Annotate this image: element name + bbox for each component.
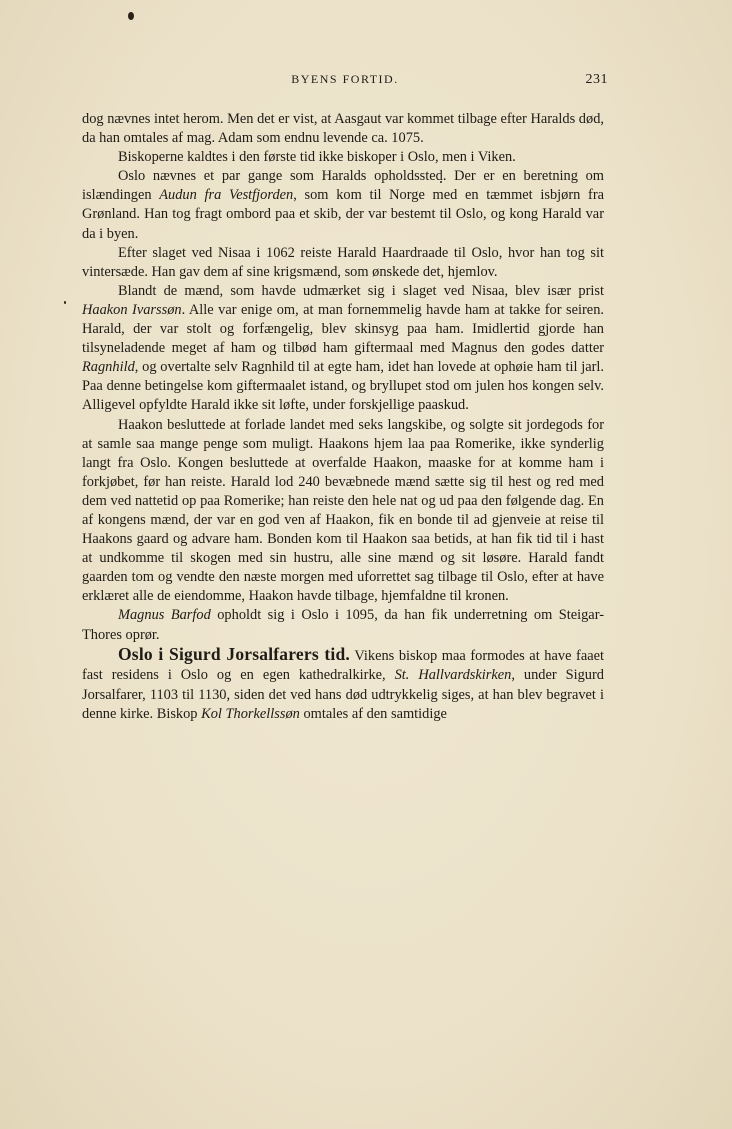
section-heading: Oslo i Sigurd Jorsalfarers tid. xyxy=(118,643,351,664)
paragraph-text: Haakon besluttede at forlade landet med seks langskibe, og solgte sit jordegods for at samle saa mange penge som muligt. Haakons hjem laa paa Romerike, ikke synderlig langt fra Oslo. Kongen besluttede at overfalde Haakon, maaske for at komme ham i forkjøbet, før han reiste. Harald lod 240 bevæbnede mænd sætte sig til hest og red med dem ved nattetid op paa Romerike; han reiste den hele nat og ud paa den følgende dag. En af kongens mænd, der var en god ven af Haakon, fik en bonde til ad gjenveie at reise til Haakons gaard og advare ham. Bonden kom til Haakon saa betids, at han fik tid til i hast at undkomme til skogen med sin hustru, alle sine mænd og sit løsøre. Harald fandt gaarden tom og vendte den næste morgen med uforrettet sag tilbage til Oslo, efter at have erklæret alle de eiendomme, Haakon havde tilbage, hjemfaldne til kronen. xyxy=(82,416,604,605)
paragraph-5 xyxy=(82,282,604,416)
paragraph-text: , og overtalte selv Ragnhild til at egte ham, idet han lovede at ophøie ham til jarl. Paa denne betingelse kom giftermaalet istand, og bryllupet stod om julen hos kongen selv. Alligevel opfyldte Harald ikke sit løfte, under forskjellige paaskud. xyxy=(82,359,604,414)
paragraph-text: Blandt de mænd, som havde udmærket sig i slaget ved Nisaa, blev især prist xyxy=(118,282,604,299)
italic-name: Haakon Ivarssøn xyxy=(82,301,182,318)
ink-speck xyxy=(64,301,66,304)
section-paragraph xyxy=(82,645,604,725)
paragraph-6 xyxy=(82,416,604,607)
paragraph-7 xyxy=(82,606,604,644)
italic-name: Ragnhild xyxy=(82,359,135,376)
paragraph-text: opholdt sig i Oslo i 1095, da han fik underretning om Steigar-Thores oprør. xyxy=(82,607,604,643)
paragraph-text: , under Sigurd Jorsalfarer, 1103 til 1130, siden det ved hans død udtrykkelig siges, at han blev begravet i denne kirke. Biskop xyxy=(82,667,604,723)
italic-name: Magnus Barfod xyxy=(118,607,211,624)
italic-name: Kol Thorkellssøn xyxy=(201,706,300,723)
paragraph-text: Vikens biskop maa formodes at have faaet fast residens i Oslo og en egen kathedralkirke, xyxy=(82,647,604,684)
paragraph-2 xyxy=(82,148,604,167)
running-header xyxy=(82,72,608,92)
paragraph-text: . Alle var enige om, at man fornemmelig havde ham at takke for seiren. Harald, der var stolt og forfængelig, blev skinsyg paa ham. Imidlertid gjorde han tilsyneladende meget af ham og tilbød ham giftermaal med Magnus den godes datter xyxy=(82,301,604,357)
paragraph-text: Efter slaget ved Nisaa i 1062 reiste Harald Haardraade til Oslo, hvor han tog sit vintersæde. Han gav dem af sine krigsmænd, som ønskede det, hjemlov. xyxy=(82,244,604,280)
italic-name: St. Hallvardskirken xyxy=(394,667,512,684)
italic-name: Audun fra Vestfjorden xyxy=(159,187,294,204)
paragraph-1 xyxy=(82,110,604,148)
paragraph-text: Oslo nævnes et par gange som Haralds opholdssted. Der er en beretning om islændingen xyxy=(82,168,604,204)
paragraph-text: , som kom til Norge med en tæmmet isbjørn fra Grønland. Han tog fragt ombord paa et skib, der var bestemt til Oslo, og kong Harald var da i byen. xyxy=(82,187,604,242)
page-number: 231 xyxy=(585,72,608,87)
running-title: BYENS FORTID. xyxy=(291,72,399,86)
paragraph-text: omtales af den samtidige xyxy=(299,706,447,723)
body-text xyxy=(82,110,604,725)
paragraph-4 xyxy=(82,244,604,282)
paragraph-text: Biskoperne kaldtes i den første tid ikke biskoper i Oslo, men i Viken. xyxy=(118,149,516,166)
paragraph-3 xyxy=(82,167,604,243)
paragraph-text: dog nævnes intet herom. Men det er vist, at Aasgaut var kommet tilbage efter Haralds død, da han omtales af mag. Adam som endnu levende ca. 1075. xyxy=(82,111,604,147)
ink-speck xyxy=(128,12,134,20)
